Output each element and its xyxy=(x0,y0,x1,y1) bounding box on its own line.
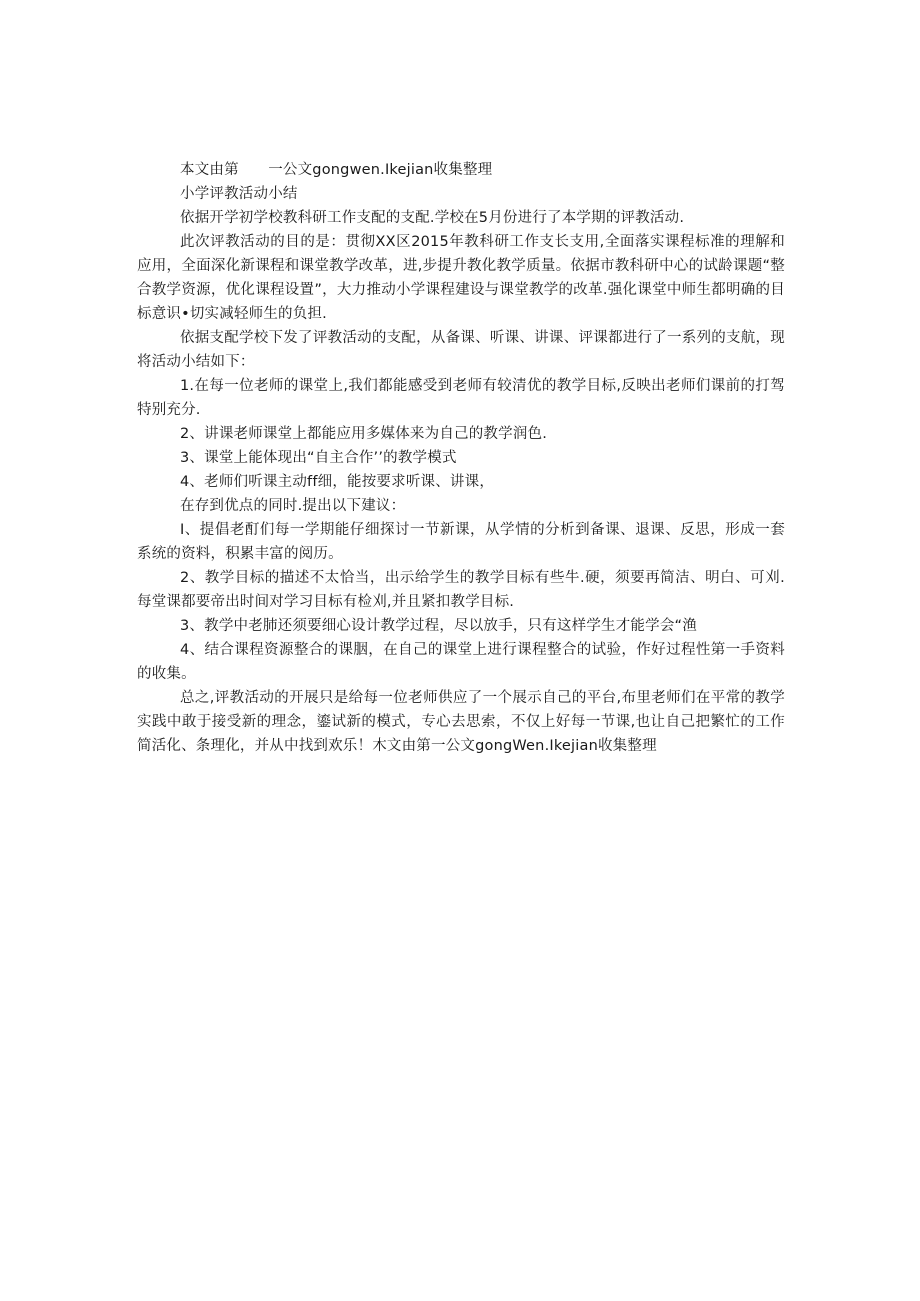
suggestion-item-4: 4、结合课程资源整合的课胭，在自己的课堂上进行课程整合的试验，作好过程性第一手资料的收集。 xyxy=(137,642,785,682)
paragraph-arrangement: 依据支配学校下发了评教活动的支配，从备课、听课、讲课、评课都进行了一系列的支航，现将活动小结如下： xyxy=(137,330,785,370)
suggestion-item-2: 2、教学目标的描述不太恰当，出示给学生的教学目标有些牛.硬，须要再简洁、明白、可刈.每堂课都要帝出时间对学习目标有检刈,并且紧扣教学目标. xyxy=(137,570,785,610)
strength-item-1: 1.在每一位老师的课堂上,我们都能感受到老师有较清优的教学目标,反映出老师们课前的打驾特别充分. xyxy=(137,378,785,418)
strength-item-2: 2、讲课老师课堂上都能应用多媒体来为自己的教学润色. xyxy=(180,426,548,442)
strength-item-4: 4、老师们听课主动ff细，能按要求听课、讲课， xyxy=(180,474,495,490)
document-body xyxy=(137,158,785,758)
paragraph-intro: 依据开学初学校教科研工作支配的支配.学校在5月份进行了本学期的评教活动. xyxy=(180,210,685,226)
suggestions-intro: 在存到优点的同时.提出以下建议： xyxy=(180,498,406,514)
document-title: 小学评教活动小结 xyxy=(180,186,298,202)
suggestion-item-1: I、提倡老酊们每一学期能仔细探讨一节新课，从学情的分析到备课、退课、反思，形成一套系统的资料，积累丰富的阅历。 xyxy=(137,522,785,562)
source-header: 本文由第 一公文gongwen.Ikejian收集整理 xyxy=(180,162,493,178)
strength-item-3: 3、课堂上能体现出“自主合作’’的教学模式 xyxy=(180,450,457,466)
suggestion-item-3: 3、教学中老肺还须要细心设计教学过程，尽以放手，只有这样学生才能学会“渔 xyxy=(180,618,697,634)
paragraph-purpose: 此次评教活动的目的是：贯彻XX区2015年教科研工作支长支用,全面落实课程标准的理解和应用，全面深化新课程和课堂教学改革，进,步提升教化教学质量。依据市教科研中心的试龄课题“整合教学资源，优化课程设置”，大力推动小学课程建设与课堂教学的改革.强化课堂中师生都明确的目标意识•切实减轻师生的负担. xyxy=(137,234,785,322)
paragraph-conclusion: 总之,评教活动的开展只是给每一位老师供应了一个展示自己的平台,布里老师们在平常的教学实践中敢于接受新的理念，鎏试新的模式，专心去思索，不仅上好每一节课,也让自己把繁忙的工作简活化、条理化，并从中找到欢乐！木文由第一公文gongWen.Ikejian收集整理 xyxy=(137,690,785,754)
